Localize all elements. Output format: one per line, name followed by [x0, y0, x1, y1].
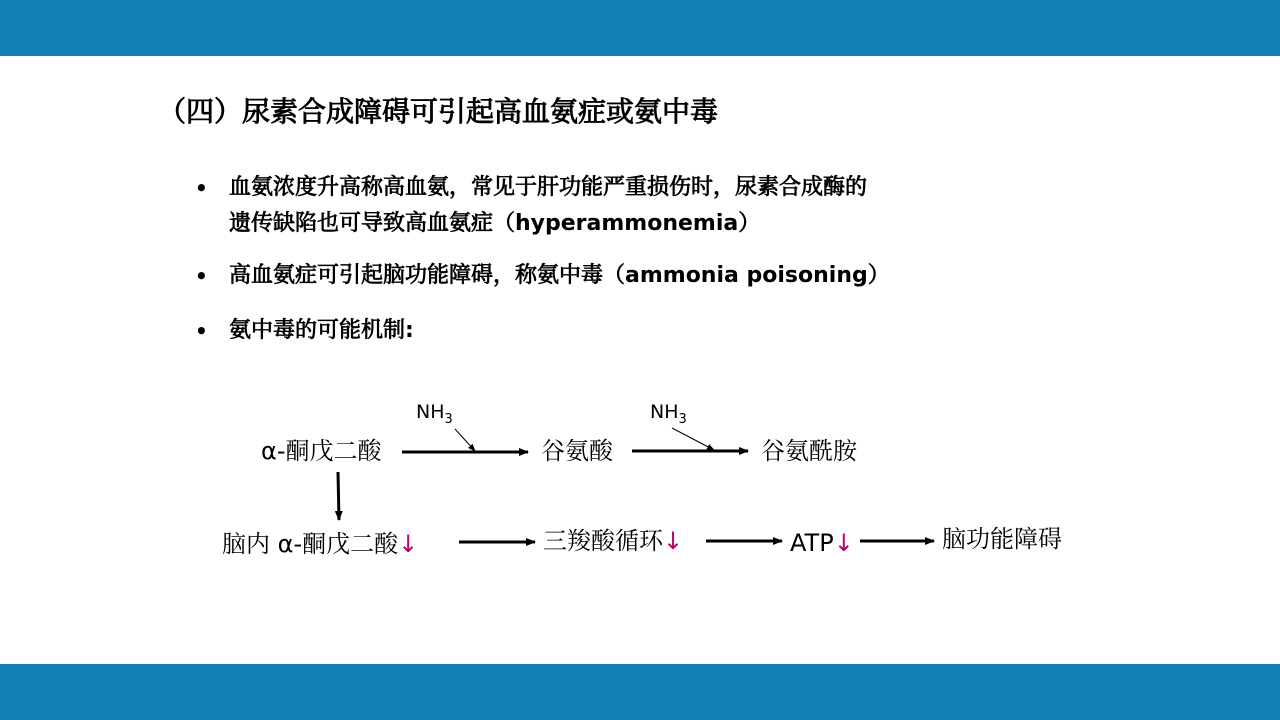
node-tca-cycle: 三羧酸循环↓	[543, 527, 684, 555]
bullet-line: 血氨浓度升高称高血氨，常见于肝功能严重损伤时，尿素合成酶的	[229, 175, 868, 200]
bullet-line: 氨中毒的可能机制:	[229, 318, 414, 343]
bottom-bar	[0, 664, 1280, 720]
decrease-arrow-icon: ↓	[398, 530, 419, 558]
bullet-line: 遗传缺陷也可导致高血氨症（hyperammonemia）	[229, 211, 761, 236]
arrow-akg-down	[338, 472, 339, 520]
bullet-dot: •	[195, 176, 208, 200]
bullet-dot: •	[195, 264, 208, 288]
node-brain-dysfunction: 脑功能障碍	[942, 525, 1062, 553]
nh3-label-2: $NH_3$	[650, 401, 687, 427]
top-bar	[0, 0, 1280, 56]
decrease-arrow-icon: ↓	[663, 527, 684, 555]
bullet-dot: •	[195, 319, 208, 343]
arrow-nh3-1	[455, 429, 475, 451]
node-glutamate: 谷氨酸	[541, 437, 613, 465]
bullet-line: 高血氨症可引起脑功能障碍，称氨中毒（ammonia poisoning）	[229, 263, 890, 288]
bullet-text	[229, 313, 414, 349]
node-akg: α-酮戊二酸	[261, 437, 382, 465]
slide-title: （四）尿素合成障碍可引起高血氨症或氨中毒	[158, 95, 719, 128]
bullet-text	[229, 170, 867, 242]
node-brain-akg: 脑内 α-酮戊二酸↓	[222, 530, 419, 558]
node-atp: ATP↓	[790, 529, 854, 557]
node-glutamine: 谷氨酰胺	[761, 437, 857, 465]
decrease-arrow-icon: ↓	[833, 529, 854, 557]
bullet-text	[229, 258, 890, 294]
nh3-label-1: $NH_3$	[416, 401, 453, 427]
